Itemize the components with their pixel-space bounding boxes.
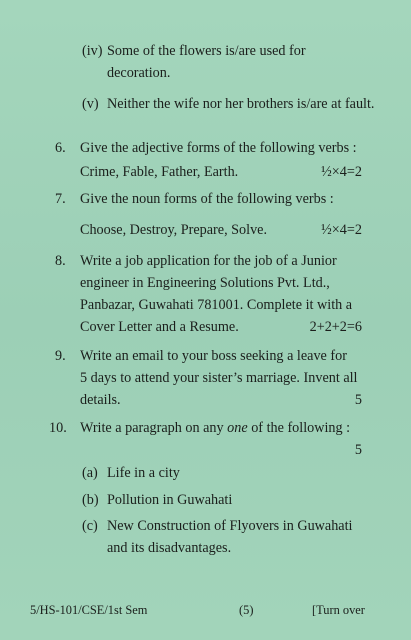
- question-text-part: of the following :: [247, 420, 351, 436]
- question-text: [80, 418, 350, 439]
- question-number: 8.: [55, 253, 66, 269]
- question-marks: ½×4=2: [321, 222, 362, 238]
- sub-item-text: decoration.: [107, 65, 171, 81]
- option-label: (a): [82, 465, 98, 481]
- turn-over-note: [Turn over: [312, 603, 365, 617]
- question-number: 6.: [55, 140, 66, 156]
- question-text: Give the adjective forms of the following verbs :: [80, 140, 357, 156]
- option-text: New Construction of Flyovers in Guwahati: [107, 518, 353, 534]
- question-text: engineer in Engineering Solutions Pvt. Ltd.,: [80, 275, 330, 291]
- option-label: (c): [82, 518, 98, 534]
- page-number: (5): [239, 603, 254, 617]
- question-text: Write a job application for the job of a Junior: [80, 253, 337, 269]
- question-number: 7.: [55, 191, 66, 207]
- question-marks: 5: [354, 442, 362, 458]
- question-text: Panbazar, Guwahati 781001. Complete it with a: [80, 297, 353, 313]
- sub-item-text: Neither the wife nor her brothers is/are at fault.: [107, 96, 375, 112]
- question-text-emphasis: one: [227, 420, 248, 436]
- question-text-part: Write a paragraph on any: [80, 420, 228, 436]
- question-text: Give the noun forms of the following verbs :: [80, 191, 334, 207]
- question-number: 10.: [49, 420, 67, 436]
- question-marks: 2+2+2=6: [309, 319, 362, 335]
- question-text: Write an email to your boss seeking a leave for: [80, 348, 347, 364]
- option-label: (b): [82, 492, 99, 508]
- sub-item-text: Some of the flowers is/are used for: [107, 43, 306, 59]
- question-text: Cover Letter and a Resume.: [80, 319, 239, 335]
- option-text: Life in a city: [107, 465, 180, 481]
- question-number: 9.: [55, 348, 66, 364]
- paper-code: 5/HS-101/CSE/1st Sem: [30, 603, 148, 617]
- question-text: 5 days to attend your sister’s marriage. Invent all: [80, 370, 358, 386]
- sub-item-label: (v): [82, 96, 99, 112]
- question-text: details.: [80, 392, 121, 408]
- question-marks: 5: [354, 392, 362, 408]
- option-text: and its disadvantages.: [107, 540, 232, 556]
- option-text: Pollution in Guwahati: [107, 492, 233, 508]
- question-marks: ½×4=2: [321, 164, 362, 180]
- question-text: Choose, Destroy, Prepare, Solve.: [80, 222, 268, 238]
- sub-item-label: (iv): [82, 43, 103, 59]
- question-text: Crime, Fable, Father, Earth.: [80, 164, 239, 180]
